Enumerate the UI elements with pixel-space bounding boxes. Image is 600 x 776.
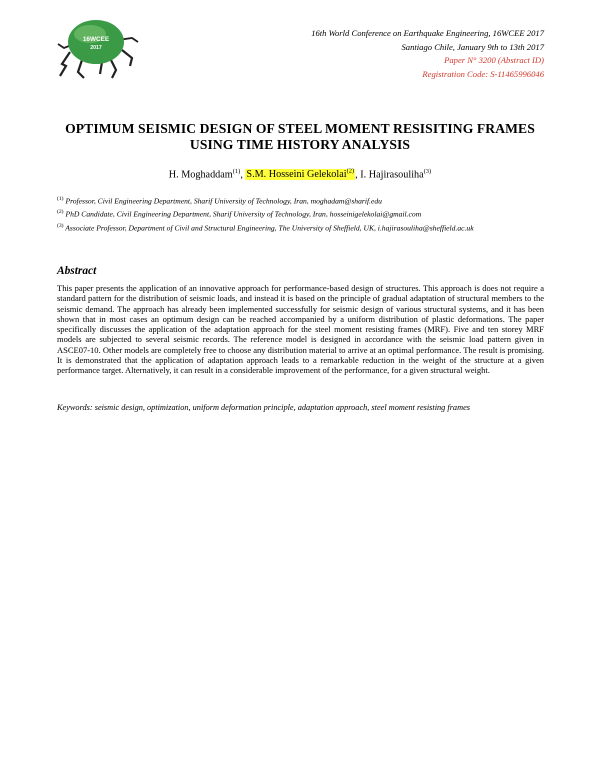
paper-number: Paper N° 3200 (Abstract ID)	[444, 55, 544, 66]
logo-text-1: 16WCEE	[82, 36, 110, 43]
abstract-body: This paper presents the application of an innovative approach for performance-based design of structures. This approach is does not require a standard pattern for the distribution of seismic loads, and instead it is based on the principle of gradual adaptation of structural members to the seismic demand. The approach has already been implemented successfully for seismic design of various structural systems, and it has been shown that in most cases an optimum design can be reached accompanied by a uniform distribution of plastic deformations. The paper specifically discusses the application of the adaptation approach for the steel moment resisting frames (MRF). Five and ten storey MRF models are subjected to several seismic records. The reference model is designed in accordance with the seismic load pattern given in ASCE07-10. Other models are completely free to choose any distribution material to arrive at an optimal performance. The result is promising. It is demonstrated that the application of adaptation approach leads to a remarkable reduction in the weight of the structure at a given performance target. Alternatively, it can result in a considerable improvement of the performance, for a given structural weight.	[57, 283, 544, 376]
logo-text-2: 2017	[90, 45, 102, 51]
author-name: I. Hajirasouliha	[360, 169, 424, 181]
title-line-1: OPTIMUM SEISMIC DESIGN OF STEEL MOMENT RESISITING FRAMES	[65, 121, 535, 136]
affiliation-item: $^{(2)}$ PhD Candidate, Civil Engineering Department, Sharif University of Technology, Iran, hosseinigelekolai@gmail.com	[57, 209, 422, 219]
title-line-2: USING TIME HISTORY ANALYSIS	[189, 136, 411, 152]
affiliations	[57, 194, 474, 234]
affiliation-item: $^{(3)}$ Associate Professor, Department of Civil and Structural Engineering, The University of Sheffield, UK, i.hajirasouliha@sheffield.ac.uk	[57, 222, 474, 233]
author-name-highlighted: S.M. Hosseini Gelekolai$^{(2)}$	[246, 168, 355, 181]
registration-code: Registration Code: S-11465996046	[422, 68, 544, 79]
paper-title	[52, 121, 548, 152]
author-sup: (1)	[232, 168, 241, 175]
abstract-heading: Abstract	[57, 265, 97, 277]
conference-logo	[52, 14, 142, 80]
conference-location-dates: Santiago Chile, January 9th to 13th 2017	[401, 41, 544, 52]
author-list: H. Moghaddam$^{(1)}$, S.M. Hosseini Gelekolai$^{(2)}$, I. Hajirasouliha$^{(3)}$	[168, 168, 432, 181]
keywords: Keywords: seismic design, optimization, uniform deformation principle, adaptation approach, steel moment resisting frames	[57, 403, 470, 412]
affiliation-item: $^{(1)}$ Professor, Civil Engineering Department, Sharif University of Technology, Iran, moghadam@sharif.edu	[57, 196, 382, 206]
conference-header	[311, 27, 544, 81]
author-name: H. Moghaddam	[168, 169, 233, 181]
conference-name: 16th World Conference on Earthquake Engineering, 16WCEE 2017	[311, 28, 544, 38]
author-sup: (3)	[423, 168, 432, 175]
